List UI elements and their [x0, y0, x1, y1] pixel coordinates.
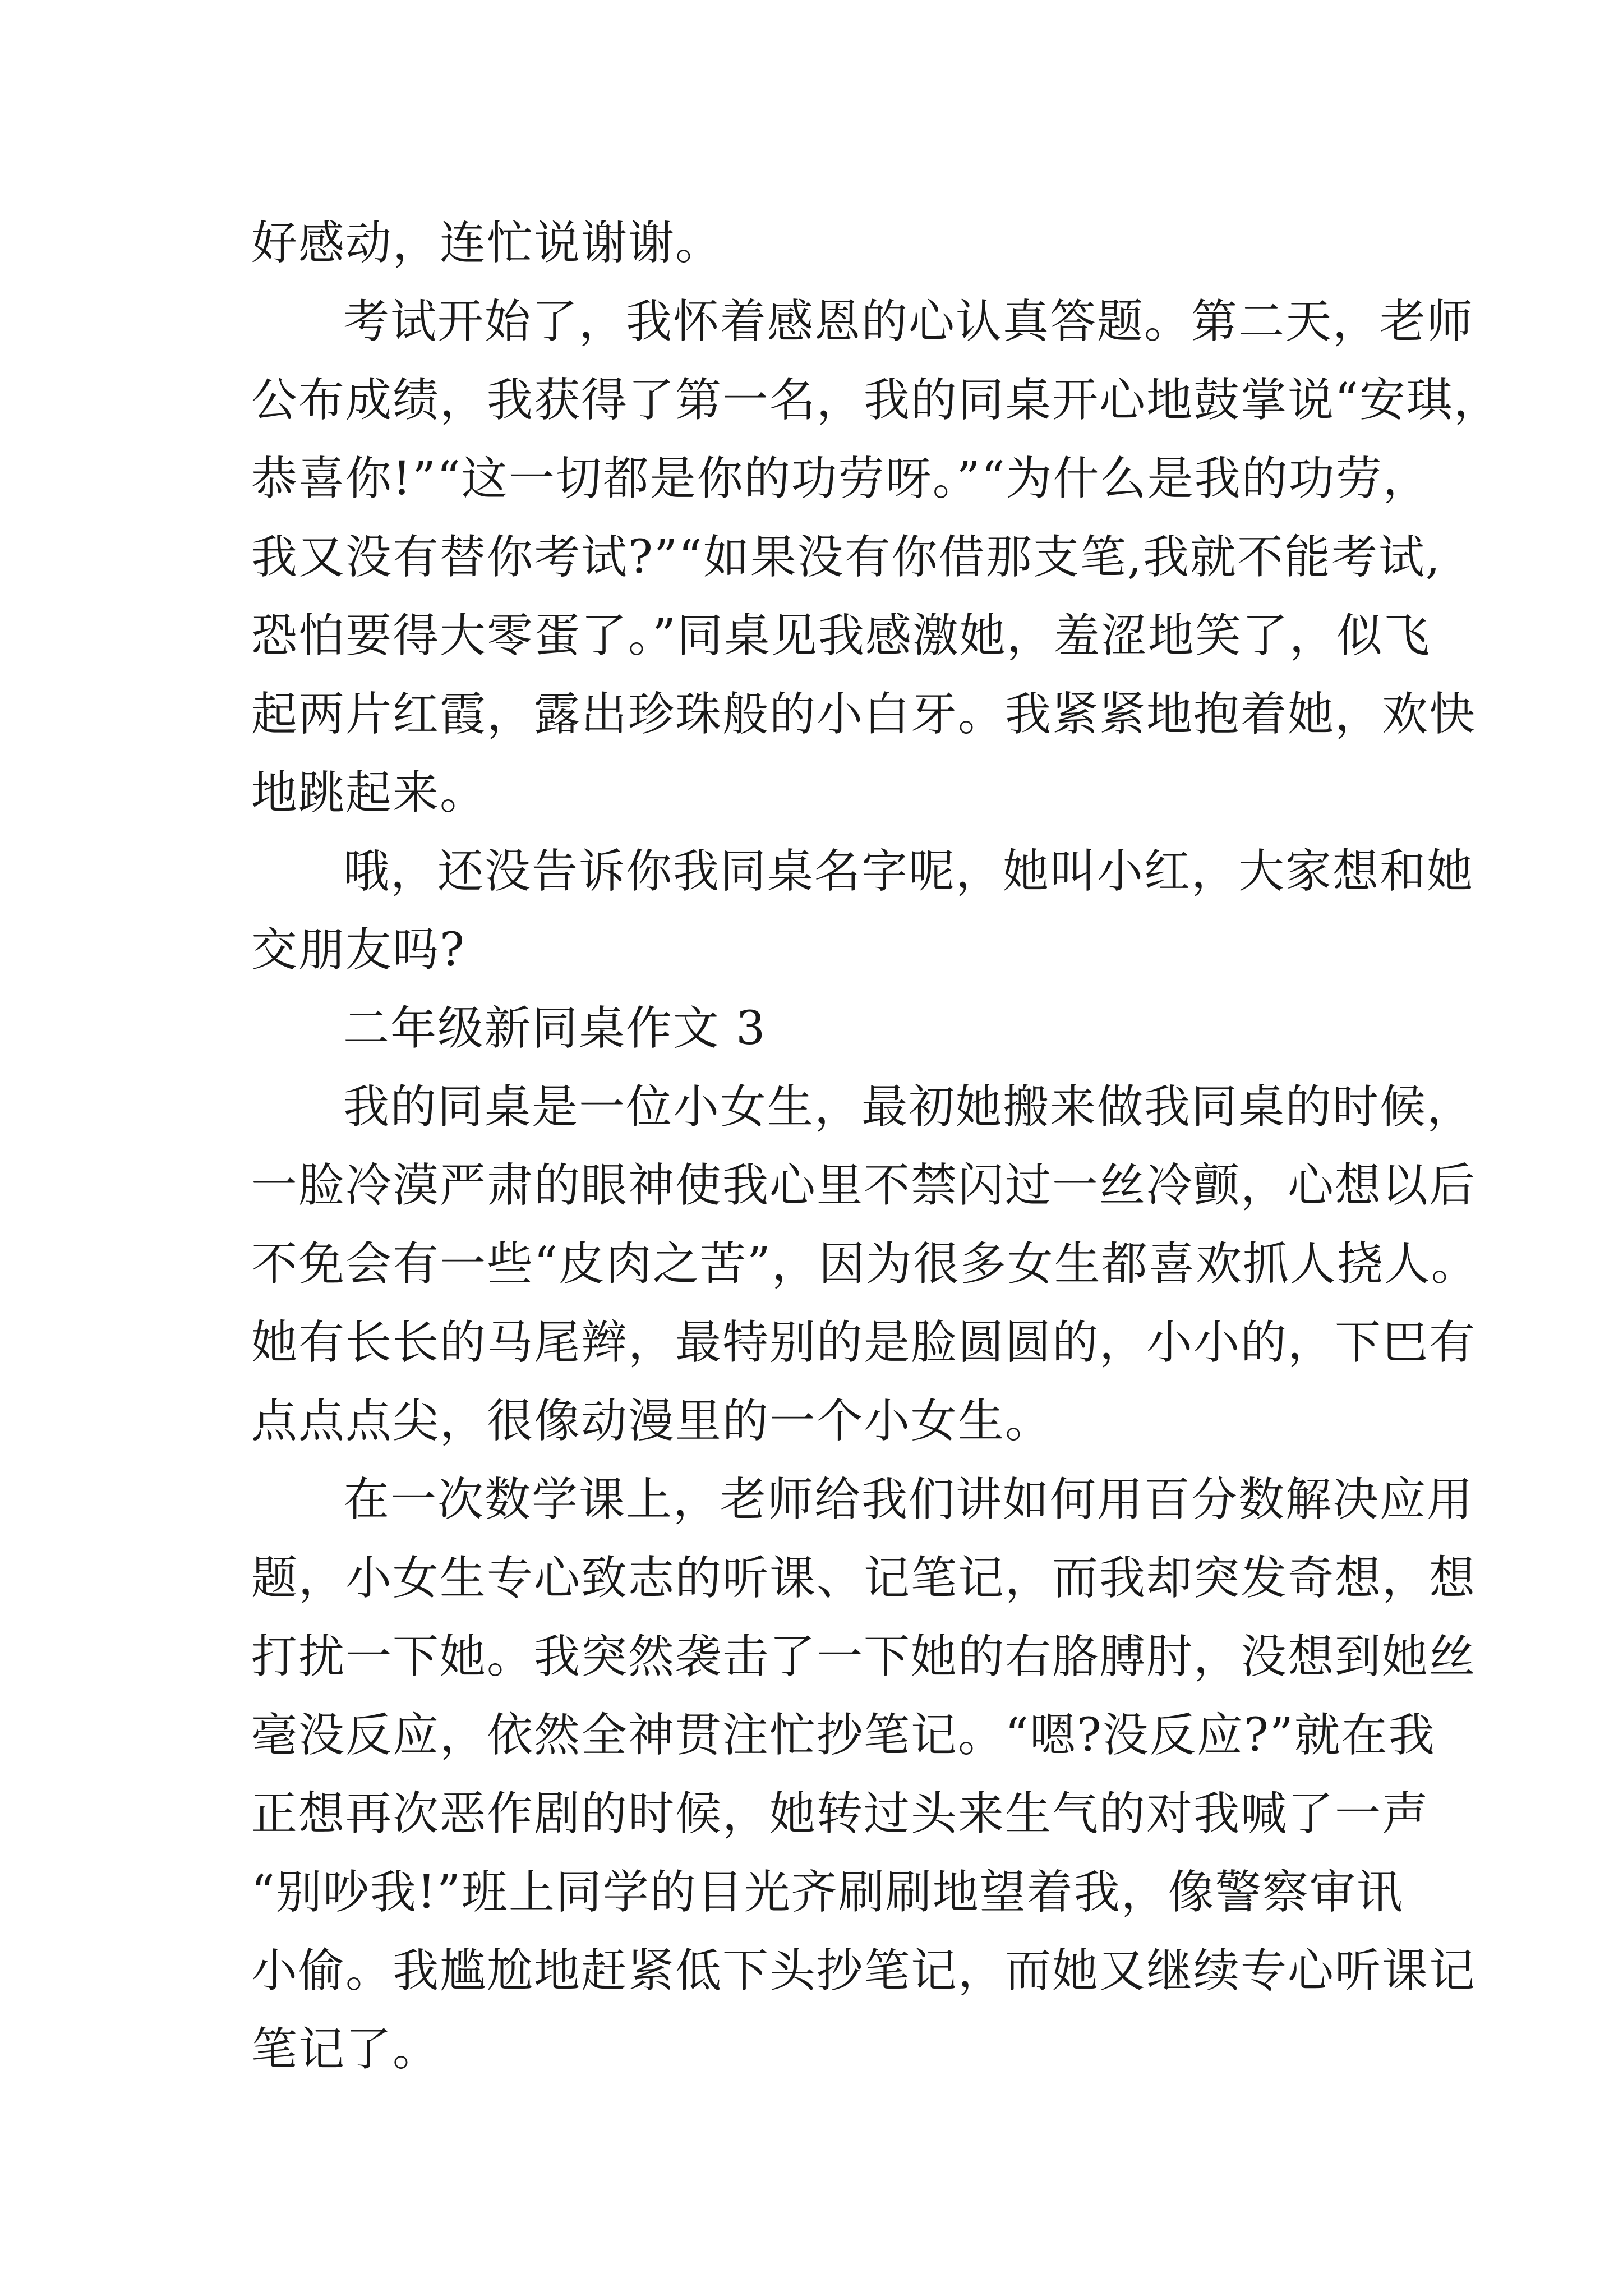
text-line: 恐怕要得大零蛋了。”同桌见我感激她，羞涩地笑了，似飞 [251, 609, 1431, 662]
text-line: 题，小女生专心致志的听课、记笔记，而我却突发奇想，想 [251, 1552, 1477, 1605]
text-line: “别吵我!”班上同学的目光齐刷刷地望着我，像警察审讯 [251, 1866, 1404, 1919]
text-line: 恭喜你!”“这一切都是你的功劳呀。”“为什么是我的功劳， [251, 452, 1430, 505]
text-line: 她有长长的马尾辫，最特别的是脸圆圆的，小小的，下巴有 [251, 1316, 1477, 1369]
text-line: 小偷。我尴尬地赶紧低下头抄笔记，而她又继续专心听课记 [251, 1944, 1477, 1998]
paragraph-start-line: 在一次数学课上，老师给我们讲如何用百分数解决应用 [343, 1473, 1474, 1526]
text-line: 不免会有一些“皮肉之苦”，因为很多女生都喜欢抓人挠人。 [251, 1237, 1478, 1291]
text-line: 一脸冷漠严肃的眼神使我心里不禁闪过一丝冷颤，心想以后 [251, 1159, 1477, 1212]
text-line: 点点点尖，很像动漫里的一个小女生。 [251, 1395, 1053, 1448]
text-line: 起两片红霞，露出珍珠般的小白牙。我紧紧地抱着她，欢快 [251, 688, 1477, 741]
text-line: 交朋友吗? [251, 923, 465, 977]
text-line: 毫没反应，依然全神贯注忙抄笔记。“嗯?没反应?”就在我 [251, 1709, 1436, 1762]
text-line: 我又没有替你考试?”“如果没有你借那支笔,我就不能考试, [251, 531, 1441, 584]
text-line: 地跳起来。 [251, 766, 487, 820]
text-line: 好感动，连忙说谢谢。 [251, 217, 723, 270]
paragraph-start-line: 哦，还没告诉你我同桌名字呢，她叫小红，大家想和她 [343, 845, 1474, 898]
paragraph-start-line: 我的同桌是一位小女生，最初她搬来做我同桌的时候， [343, 1080, 1474, 1134]
text-line: 公布成绩，我获得了第一名，我的同桌开心地鼓掌说“安琪， [251, 374, 1501, 427]
text-line: 笔记了。 [251, 2023, 440, 2076]
section-heading: 二年级新同桌作文 3 [343, 1002, 767, 1055]
paragraph-start-line: 考试开始了，我怀着感恩的心认真答题。第二天，老师 [343, 295, 1474, 348]
text-line: 打扰一下她。我突然袭击了一下她的右胳膊肘，没想到她丝 [251, 1630, 1477, 1683]
text-line: 正想再次恶作剧的时候，她转过头来生气的对我喊了一声 [251, 1787, 1430, 1841]
